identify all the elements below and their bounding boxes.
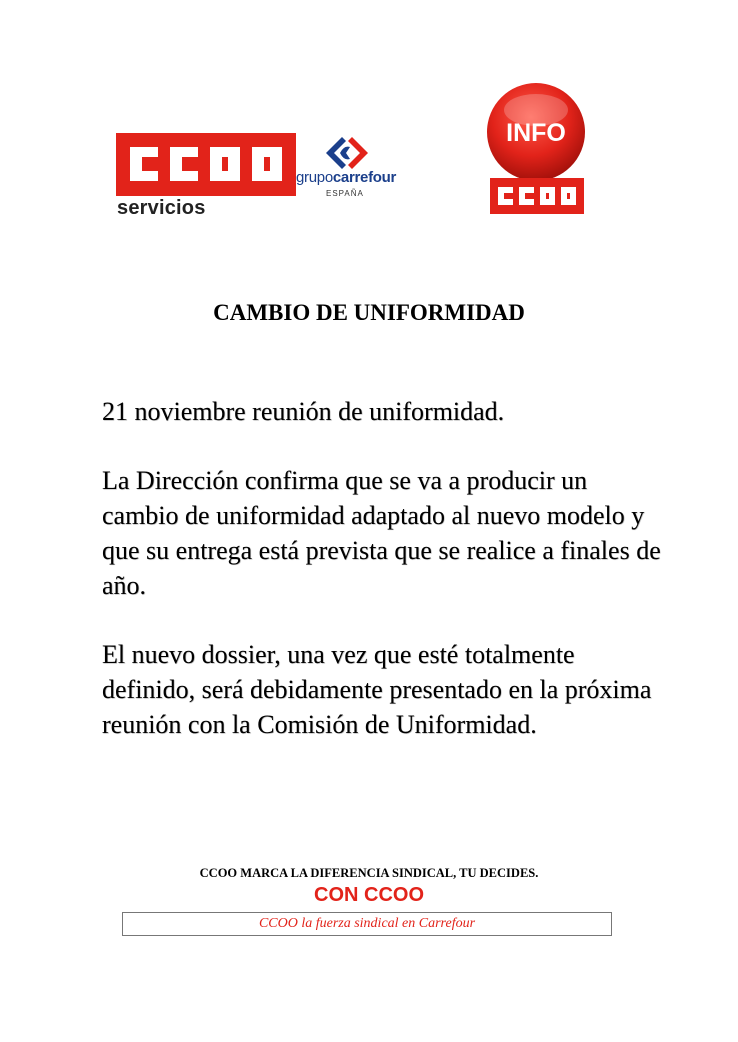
document-title: CAMBIO DE UNIFORMIDAD xyxy=(213,300,525,325)
info-circle-icon xyxy=(486,82,586,182)
info-ccoo-box xyxy=(490,178,584,214)
ccoo-logo-subtitle: servicios xyxy=(117,197,206,219)
paragraph-direction-confirms: La Dirección confirma que se va a producir un cambio de uniformidad adaptado al nuevo modelo y que su entrega está prevista que se realice a finales de año. xyxy=(102,466,661,600)
info-label: INFO xyxy=(506,119,566,147)
paragraph-new-dossier: El nuevo dossier, una vez que esté totalmente definido, será debidamente presentado en la próxima reunión con la Comisión de Uniformidad. xyxy=(102,640,652,739)
carrefour-country: ESPAÑA xyxy=(326,189,364,198)
paragraph-meeting-date: 21 noviembre reunión de uniformidad. xyxy=(102,397,505,426)
ccoo-servicios-logo xyxy=(116,133,296,221)
info-ccoo-logo xyxy=(482,82,590,216)
footer-tagline-box xyxy=(122,912,612,936)
document-body xyxy=(102,394,662,776)
carrefour-logo xyxy=(296,135,406,205)
carrefour-wordmark xyxy=(296,169,396,186)
carrefour-prefix: grupo xyxy=(296,169,333,186)
info-ccoo-letters xyxy=(490,178,584,214)
carrefour-mark-icon xyxy=(318,135,370,171)
footer-con-ccoo: CON CCOO xyxy=(314,884,424,906)
ccoo-logo-letters xyxy=(116,139,296,189)
footer-slogan: CCOO MARCA LA DIFERENCIA SINDICAL, TU DECIDES. xyxy=(199,866,539,880)
footer-tagline: CCOO la fuerza sindical en Carrefour xyxy=(258,916,476,931)
carrefour-brand: carrefour xyxy=(332,169,397,186)
